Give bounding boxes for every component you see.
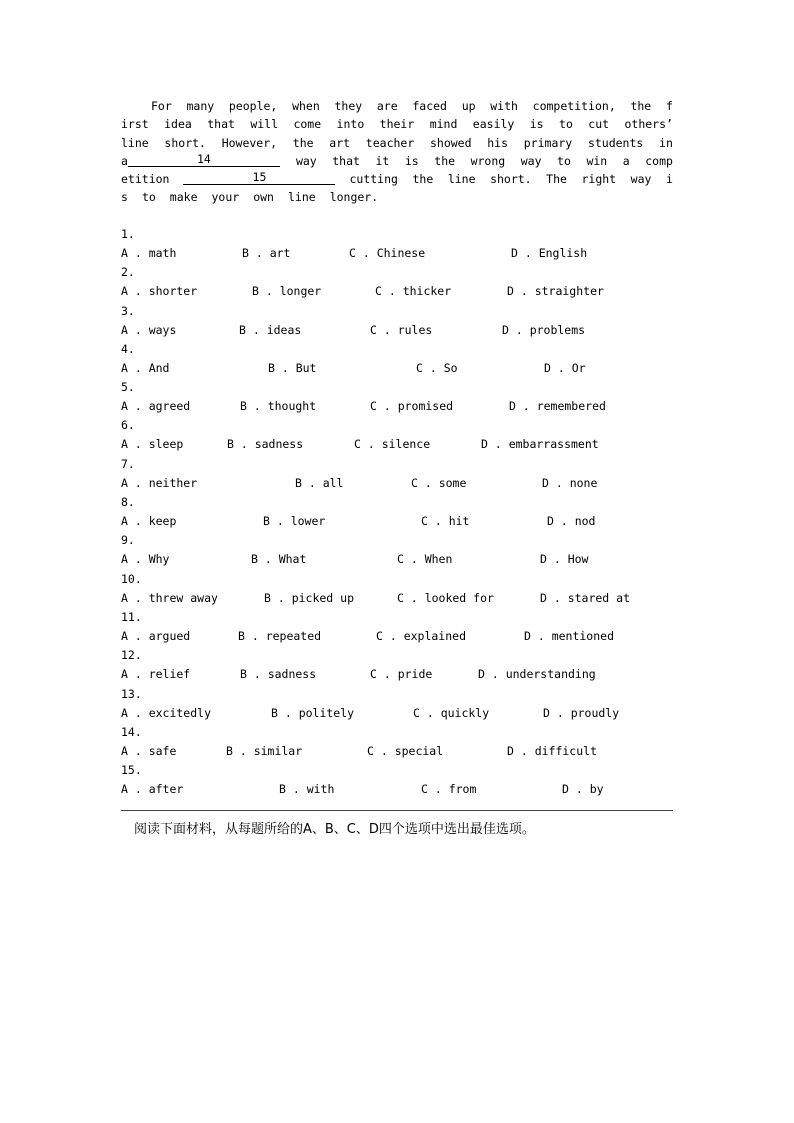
- option-c: C . special: [367, 743, 444, 758]
- passage-word: However,: [221, 135, 278, 150]
- passage-word: others’: [624, 117, 673, 132]
- option-a: A . safe: [121, 743, 177, 758]
- option-c: C . rules: [370, 322, 433, 337]
- passage-line-4-rest: [296, 152, 673, 170]
- option-a: A . agreed: [121, 399, 191, 414]
- option-b: B . But: [268, 360, 317, 375]
- question-number: 13.: [121, 686, 142, 701]
- passage-word: up: [461, 99, 476, 113]
- question-number: 10.: [121, 571, 142, 586]
- option-b: B . similar: [226, 743, 303, 758]
- passage-word: is: [404, 153, 419, 168]
- blank-14: 14: [128, 152, 280, 167]
- option-d: D . by: [562, 782, 604, 797]
- option-d: D . Or: [544, 360, 586, 375]
- question-item: [121, 647, 681, 685]
- question-item: [121, 456, 681, 494]
- passage-word: line: [447, 172, 476, 187]
- option-d: D . straighter: [507, 284, 604, 299]
- question-list: [121, 226, 681, 800]
- question-number: 8.: [121, 495, 135, 510]
- passage-word: line: [121, 135, 149, 150]
- question-item: [121, 303, 681, 341]
- passage-word: easily: [472, 117, 515, 132]
- question-number: 7.: [121, 456, 135, 471]
- passage-word: cutting: [349, 172, 398, 187]
- option-d: D . embarrassment: [481, 437, 599, 452]
- question-item: [121, 686, 681, 724]
- option-c: C . pride: [370, 667, 433, 682]
- option-d: D . problems: [502, 322, 586, 337]
- passage-word: mind: [429, 117, 458, 132]
- option-a: A . relief: [121, 667, 191, 682]
- option-a: A . ways: [121, 322, 177, 337]
- option-c: C . hit: [421, 514, 470, 529]
- option-d: D . understanding: [478, 667, 596, 682]
- option-b: B . with: [279, 782, 335, 797]
- option-b: B . repeated: [238, 628, 322, 643]
- option-d: D . How: [540, 552, 589, 567]
- option-b: B . politely: [271, 705, 355, 720]
- option-b: B . lower: [263, 514, 326, 529]
- passage-word: competition,: [532, 99, 616, 113]
- passage-word: etition: [121, 172, 170, 187]
- passage-word: win: [586, 153, 608, 168]
- passage-line-6: [121, 188, 673, 206]
- question-item: [121, 226, 681, 264]
- option-a: A . excitedly: [121, 705, 212, 720]
- passage-word: cut: [588, 117, 610, 132]
- option-b: B . art: [242, 246, 291, 260]
- blank-15: 15: [183, 170, 335, 185]
- question-number: 5.: [121, 380, 135, 395]
- passage-word: the: [292, 135, 314, 150]
- option-d: D . stared at: [540, 590, 631, 605]
- passage-word: a: [622, 153, 630, 168]
- passage-line-3: [121, 134, 673, 152]
- option-c: C . So: [416, 360, 458, 375]
- question-item: [121, 494, 681, 532]
- question-number: 15.: [121, 763, 142, 778]
- passage-word: are: [376, 99, 398, 113]
- passage-word: f: [665, 99, 673, 113]
- question-item: [121, 571, 681, 609]
- question-item: [121, 417, 681, 455]
- option-a: A . sleep: [121, 437, 184, 452]
- passage-word: that: [207, 117, 235, 132]
- option-d: D . proudly: [543, 705, 620, 720]
- option-d: D . mentioned: [524, 628, 615, 643]
- option-b: B . sadness: [227, 437, 304, 452]
- passage-word: many: [186, 99, 215, 113]
- passage-word: own: [253, 190, 274, 205]
- passage-line-5-rest: [349, 170, 673, 188]
- question-item: [121, 264, 681, 302]
- option-d: D . English: [511, 246, 588, 260]
- question-number: 1.: [121, 227, 135, 241]
- passage-line-2: [121, 115, 673, 133]
- option-b: B . What: [251, 552, 307, 567]
- question-item: [121, 762, 681, 800]
- option-d: D . nod: [547, 514, 596, 529]
- passage-word: to: [559, 117, 573, 132]
- passage-word: i: [665, 172, 673, 187]
- passage-word: that: [332, 153, 360, 168]
- passage-word: into: [336, 117, 365, 132]
- option-a: A . math: [121, 246, 177, 260]
- passage-line-4: [121, 152, 673, 170]
- question-item: [121, 532, 681, 570]
- option-b: B . ideas: [239, 322, 302, 337]
- passage-word: to: [557, 153, 571, 168]
- option-c: C . Chinese: [349, 246, 426, 260]
- passage-word: make: [169, 190, 198, 205]
- question-number: 4.: [121, 341, 135, 356]
- instruction-text: 阅读下面材料，从每题所给的A、B、C、D四个选项中选出最佳选项。: [134, 822, 535, 837]
- passage-word: showed: [429, 135, 472, 150]
- passage-word: teacher: [365, 135, 415, 150]
- passage-word: it: [375, 153, 390, 168]
- passage-word: their: [379, 117, 415, 132]
- option-b: B . sadness: [240, 667, 317, 682]
- passage-word: comp: [645, 153, 673, 168]
- passage-word: way: [630, 172, 652, 187]
- option-a: A . threw away: [121, 590, 218, 605]
- passage-word: come: [293, 117, 322, 132]
- passage-word: students: [587, 135, 644, 150]
- option-a: A . after: [121, 782, 184, 797]
- option-c: C . from: [421, 782, 477, 797]
- passage-word: way: [295, 153, 317, 168]
- passage-line-1: [121, 97, 673, 115]
- question-number: 9.: [121, 533, 135, 548]
- option-c: C . some: [411, 475, 467, 490]
- question-number: 12.: [121, 648, 142, 663]
- question-item: [121, 379, 681, 417]
- option-b: B . longer: [252, 284, 322, 299]
- option-c: C . When: [397, 552, 453, 567]
- passage-word: idea: [164, 117, 192, 132]
- passage-word: primary: [523, 135, 573, 150]
- option-a: A . shorter: [121, 284, 198, 299]
- passage-word: in: [659, 135, 673, 150]
- passage-word: your: [211, 190, 240, 205]
- question-number: 3.: [121, 303, 135, 318]
- option-c: C . thicker: [375, 284, 452, 299]
- question-number: 11.: [121, 609, 142, 624]
- passage-word: with: [490, 99, 518, 113]
- passage-word: the: [412, 172, 434, 187]
- option-b: B . picked up: [264, 590, 355, 605]
- passage-word: art: [329, 135, 351, 150]
- option-b: B . thought: [240, 399, 317, 414]
- question-item: [121, 341, 681, 379]
- passage-word: people,: [228, 99, 278, 113]
- option-a: A . Why: [121, 552, 170, 567]
- passage-word: short.: [164, 135, 206, 150]
- passage-word: the: [630, 99, 652, 113]
- option-a: A . And: [121, 360, 170, 375]
- option-d: D . difficult: [507, 743, 598, 758]
- passage-word: The: [546, 172, 567, 187]
- option-c: C . silence: [354, 437, 431, 452]
- option-a: A . keep: [121, 514, 177, 529]
- option-c: C . looked for: [397, 590, 494, 605]
- passage-line-5: [121, 170, 673, 188]
- passage-word: right: [581, 172, 617, 187]
- passage-word: the: [434, 153, 456, 168]
- question-number: 14.: [121, 724, 142, 739]
- option-a: A . neither: [121, 475, 198, 490]
- passage-word: s: [121, 190, 128, 205]
- divider: [121, 810, 673, 811]
- passage-word: his: [487, 135, 509, 150]
- option-c: C . promised: [370, 399, 454, 414]
- option-d: D . remembered: [509, 399, 606, 414]
- passage-word: short.: [490, 172, 532, 187]
- question-number: 6.: [121, 418, 135, 433]
- passage-word: a: [121, 153, 128, 168]
- passage-word: when: [292, 99, 320, 113]
- passage-word: to: [141, 190, 156, 205]
- option-d: D . none: [542, 475, 598, 490]
- option-b: B . all: [295, 475, 344, 490]
- passage: [121, 97, 673, 207]
- passage-word: is: [529, 117, 544, 132]
- question-item: [121, 609, 681, 647]
- passage-word: way: [520, 153, 542, 168]
- passage-word: For: [151, 99, 172, 113]
- passage-word: irst: [121, 117, 149, 132]
- option-a: A . argued: [121, 628, 191, 643]
- question-item: [121, 724, 681, 762]
- passage-word: wrong: [470, 153, 506, 168]
- passage-word: line: [287, 190, 316, 205]
- passage-word: they: [334, 99, 363, 113]
- passage-word: faced: [412, 99, 447, 113]
- passage-word: longer.: [329, 190, 379, 205]
- option-c: C . explained: [376, 628, 467, 643]
- passage-word: will: [250, 117, 279, 132]
- option-c: C . quickly: [413, 705, 490, 720]
- question-number: 2.: [121, 265, 135, 280]
